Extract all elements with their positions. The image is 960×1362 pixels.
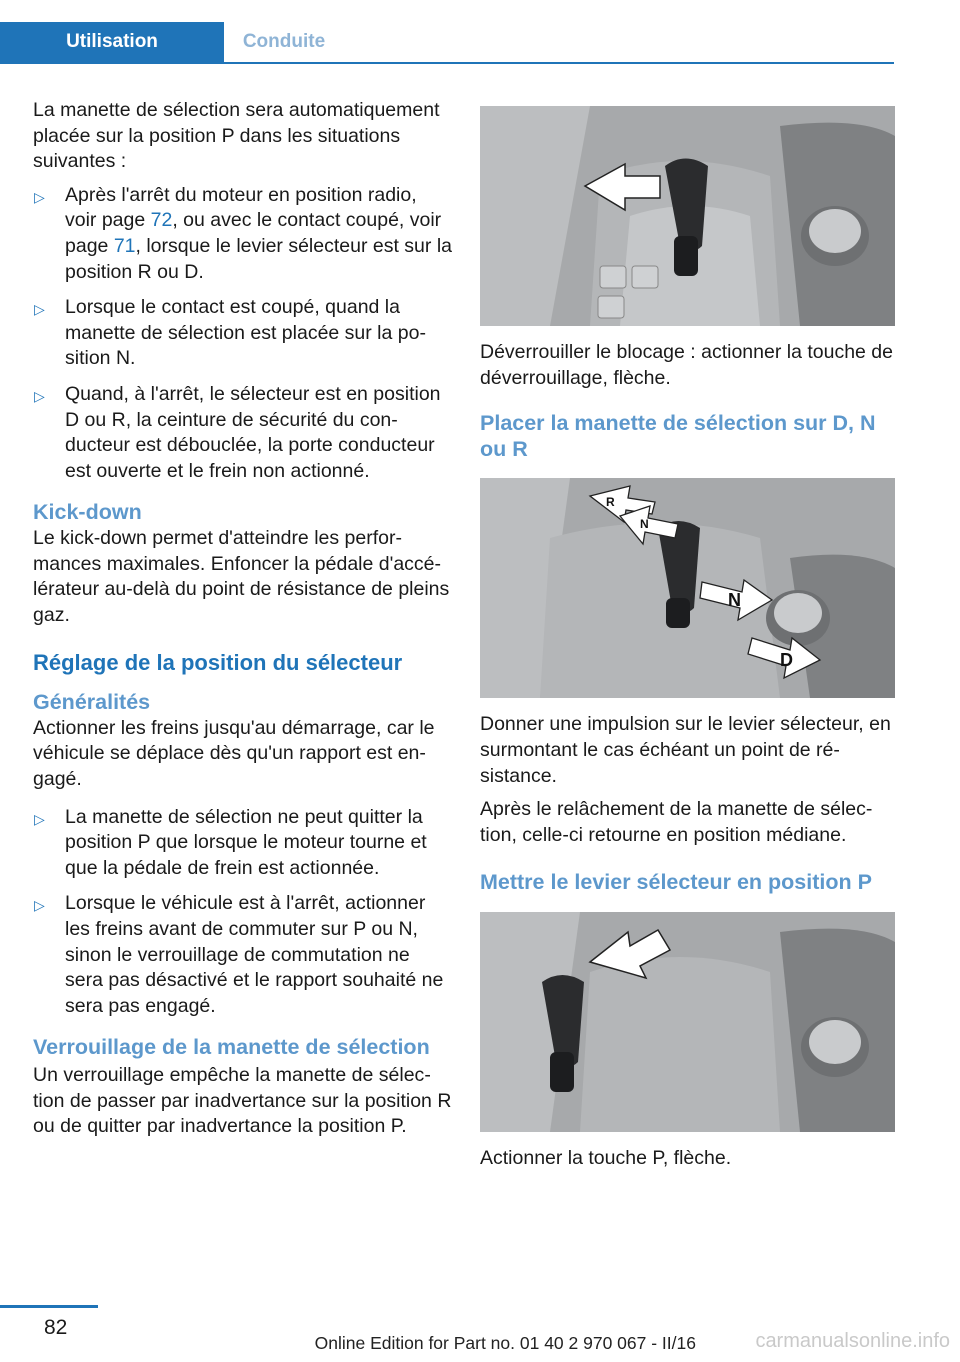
triangle-right-icon: ▷	[34, 810, 45, 827]
list-item	[33, 295, 453, 372]
list-item-text: Lorsque le véhicule est à l'arrêt, actionner les freins avant de commuter sur P ou N, sinon le verrouillage de commutation ne sera pas désactivé et le rapport souhaité ne sera pas engagé.	[65, 892, 444, 1017]
generalites-heading: Généralités	[33, 690, 151, 715]
placer-heading: Placer la manette de sélection sur D, N ou R	[480, 411, 876, 461]
label-r: R	[606, 495, 615, 510]
caption-park: Actionner la touche P, flèche.	[480, 1146, 732, 1169]
reglage-heading: Réglage de la position du sélecteur	[33, 650, 403, 676]
triangle-right-icon: ▷	[34, 301, 45, 318]
triangle-right-icon: ▷	[34, 387, 45, 404]
left-column	[33, 98, 453, 1148]
caption-release: Après le relâchement de la manette de sélection, celle-ci retourne en position médiane.	[480, 798, 873, 846]
tab-conduite[interactable]: Conduite	[224, 22, 344, 62]
label-n-up: N	[640, 517, 649, 532]
intro-paragraph: La manette de sélection sera automatiquement placée sur la position P dans les situations suivantes :	[33, 99, 440, 173]
page-link-71[interactable]: 71	[113, 234, 136, 257]
gear-selector-illustration	[480, 106, 895, 326]
generalites-list	[33, 805, 453, 1020]
mettre-heading: Mettre le levier sélecteur en position P	[480, 870, 872, 895]
triangle-right-icon: ▷	[34, 188, 45, 205]
park-button-photo	[480, 912, 895, 1132]
header-tab-bar	[0, 22, 894, 64]
tab-utilisation[interactable]: Utilisation	[0, 22, 224, 62]
list-item	[33, 382, 453, 484]
list-item	[33, 183, 453, 285]
generalites-paragraph: Actionner les freins jusqu'au démarrage, car le véhicule se déplace dès qu'un rapport est engagé.	[33, 716, 435, 791]
list-item	[33, 891, 453, 1019]
verrouillage-paragraph: Un verrouillage empêche la manette de sélection de passer par inadvertance sur la position R ou de quitter par inadvertance la position P.	[33, 1064, 452, 1138]
list-item-text: Quand, à l'arrêt, le sélecteur est en position D ou R, la ceinture de sécurité du conducteur est débouclée, la porte conducteur est ouverte et le frein non actionné.	[65, 382, 441, 482]
gear-shift-dnr-illustration	[480, 478, 895, 698]
caption-impulse: Donner une impulsion sur le levier sélecteur, en surmontant le cas échéant un point de résistance.	[480, 713, 891, 787]
list-item-text: , lorsque le levier sélecteur est sur la position R ou D.	[65, 234, 452, 283]
gear-park-illustration	[480, 912, 895, 1132]
watermark-text: carmanualsonline.info	[755, 1330, 950, 1352]
caption-unlock: Déverrouiller le blocage : actionner la touche de déverrouillage, flèche.	[480, 341, 893, 389]
label-n: N	[728, 590, 741, 611]
label-d: D	[780, 650, 793, 671]
edition-text: Online Edition for Part no. 01 40 2 970 067 - II/16	[314, 1333, 696, 1353]
page-link-72[interactable]: 72	[150, 209, 173, 232]
verrouillage-heading: Verrouillage de la manette de sélection	[33, 1035, 430, 1060]
triangle-right-icon: ▷	[34, 897, 45, 914]
unlock-button-photo	[480, 106, 895, 326]
auto-p-list	[33, 183, 453, 485]
list-item-text: La manette de sélection ne peut quitter la position P que lorsque le moteur tourne et que la pédale de frein est actionnée.	[65, 805, 427, 879]
list-item-text: Après l'arrêt du moteur en position radio, voir page	[65, 183, 417, 232]
shift-dnr-photo	[480, 478, 895, 698]
list-item-text: , ou avec le contact coupé, voir page	[65, 209, 442, 257]
page-number: 82	[44, 1316, 68, 1339]
footer-rule	[0, 1305, 98, 1308]
list-item-text: Lorsque le contact est coupé, quand la manette de sélection est placée sur la position N.	[65, 296, 426, 370]
kickdown-heading: Kick-down	[33, 500, 142, 525]
right-column	[480, 106, 900, 1180]
list-item	[33, 805, 453, 882]
kickdown-paragraph: Le kick-down permet d'atteindre les performances maximales. Enfoncer la pédale d'accélérateur au-delà du point de résistance de pleins gaz.	[33, 526, 450, 626]
